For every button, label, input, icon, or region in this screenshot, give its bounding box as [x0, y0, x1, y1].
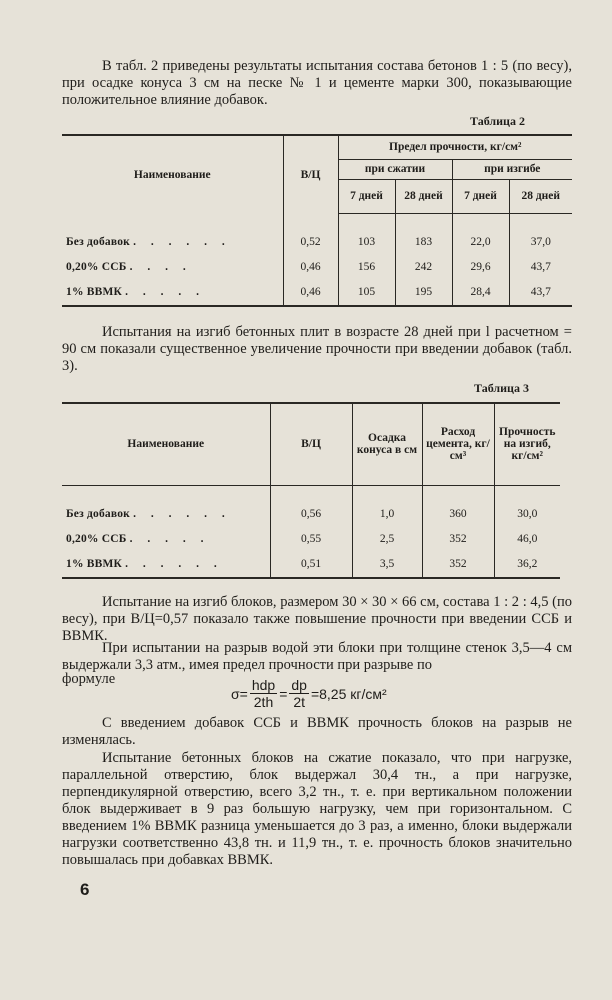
cell-slump: 3,5 [352, 552, 422, 578]
formula-num1: hdp [251, 677, 276, 693]
cell-slump: 1,0 [352, 485, 422, 527]
formula-den2: 2t [293, 694, 305, 710]
row-name: 1% ВВМК . . . . . . [62, 552, 270, 578]
cell-cement: 352 [422, 527, 494, 552]
table2-caption: Таблица 2 [470, 114, 525, 128]
table3-header-name: Наименование [62, 403, 270, 485]
cell-strength: 36,2 [494, 552, 560, 578]
paragraph-bending-plates: Испытания на изгиб бетонных плит в возрасте 28 дней при l расчетном = 90 см показали существенное увеличение прочности при введении добавок (табл. 3). [62, 324, 572, 374]
table2-header-c7: 7 дней [338, 179, 395, 213]
cell-wc: 0,55 [270, 527, 352, 552]
cell-wc: 0,46 [283, 280, 338, 306]
table3-header-cement: Расход цемента, кг/см³ [422, 403, 494, 485]
formula-den1: 2th [253, 694, 274, 710]
cell-c7: 105 [338, 280, 395, 306]
formula-fraction-1 [250, 677, 277, 710]
table-row [62, 552, 560, 578]
cell-strength: 30,0 [494, 485, 560, 527]
strength-formula [231, 677, 387, 710]
table2-header-b7: 7 дней [452, 179, 509, 213]
cell-c28: 183 [395, 213, 452, 255]
cell-b28: 43,7 [509, 280, 572, 306]
paragraph-water-test: При испытании на разрыв водой эти блоки при толщине стенок 3,5—4 см выдержали 3,3 атм., имея предел прочности при разрыве по [62, 640, 572, 673]
cell-wc: 0,52 [283, 213, 338, 255]
table3-header-strength: Прочность на изгиб, кг/см² [494, 403, 560, 485]
table-row [62, 485, 560, 527]
table2-header-c28: 28 дней [395, 179, 452, 213]
cell-b7: 29,6 [452, 255, 509, 280]
cell-b28: 37,0 [509, 213, 572, 255]
table3-header-wc: В/Ц [270, 403, 352, 485]
table3-caption: Таблица 3 [474, 381, 529, 395]
table2-header-wc: В/Ц [283, 135, 338, 213]
cell-slump: 2,5 [352, 527, 422, 552]
table-row [62, 527, 560, 552]
table-row [62, 255, 572, 280]
formula-eq: = [279, 685, 288, 702]
paragraph-intro-table2: В табл. 2 приведены результаты испытания состава бетонов 1 : 5 (по весу), при осадке конуса 3 см на песке № 1 и цементе марки 300, показывающие положительное влияние добавок. [62, 58, 572, 108]
page-number: 6 [80, 880, 90, 899]
formula-num2: dp [291, 677, 307, 693]
table2-header-compress: при сжатии [338, 159, 452, 179]
table-2 [62, 134, 572, 307]
table2-header-name: Наименование [62, 135, 283, 213]
cell-b28: 43,7 [509, 255, 572, 280]
cell-cement: 360 [422, 485, 494, 527]
formula-fraction-2 [289, 677, 309, 710]
table2-header-b28: 28 дней [509, 179, 572, 213]
formula-lhs: σ= [231, 685, 248, 702]
table-row [62, 213, 572, 255]
row-name: Без добавок . . . . . . [66, 235, 231, 248]
table-row [62, 280, 572, 306]
row-name: Без добавок . . . . . . [66, 508, 231, 520]
row-name: 1% ВВМК . . . . . [62, 280, 283, 306]
row-name: 0,20% ССБ . . . . [66, 261, 192, 273]
cell-b7: 28,4 [452, 280, 509, 306]
cell-strength: 46,0 [494, 527, 560, 552]
cell-c28: 242 [395, 255, 452, 280]
cell-c7: 103 [338, 213, 395, 255]
table3-header-slump: Осадка конуса в см [352, 403, 422, 485]
formula-result: =8,25 кг/см² [310, 685, 387, 702]
paragraph-tensile: С введением добавок ССБ и ВВМК прочность блоков на разрыв не изменялась. [62, 715, 572, 748]
cell-cement: 352 [422, 552, 494, 578]
row-name: 0,20% ССБ . . . . . [66, 533, 210, 545]
cell-wc: 0,51 [270, 552, 352, 578]
cell-c7: 156 [338, 255, 395, 280]
table2-header-strength: Предел прочности, кг/см² [338, 135, 572, 159]
paragraph-compression: Испытание бетонных блоков на сжатие показало, что при нагрузке, параллельной отверстию, блок выдержал 30,4 тн., а при нагрузке, перпендикулярной отверстию, всего 3,2 тн., т. е. при вертикальном положении блок выдерживает в 9 раз большую нагрузку, чем при горизонтальном. С введением 1% ВВМК разница уменьшается до 3 раз, а именно, блоки выдержали нагрузки соответственно 43,8 тн. и 11,9 тн., т. е. прочность блоков значительно повышалась при добавках ВВМК. [62, 750, 572, 868]
formula-label: формуле [62, 671, 116, 687]
cell-c28: 195 [395, 280, 452, 306]
paragraph-block-bending: Испытание на изгиб блоков, размером 30 × 30 × 66 см, состава 1 : 2 : 4,5 (по весу), при В/Ц=0,57 показало также повышение прочности при введении ССБ и ВВМК. [62, 594, 572, 644]
cell-b7: 22,0 [452, 213, 509, 255]
cell-wc: 0,46 [283, 255, 338, 280]
table-3 [62, 402, 560, 579]
cell-wc: 0,56 [270, 485, 352, 527]
table2-header-bend: при изгибе [452, 159, 572, 179]
